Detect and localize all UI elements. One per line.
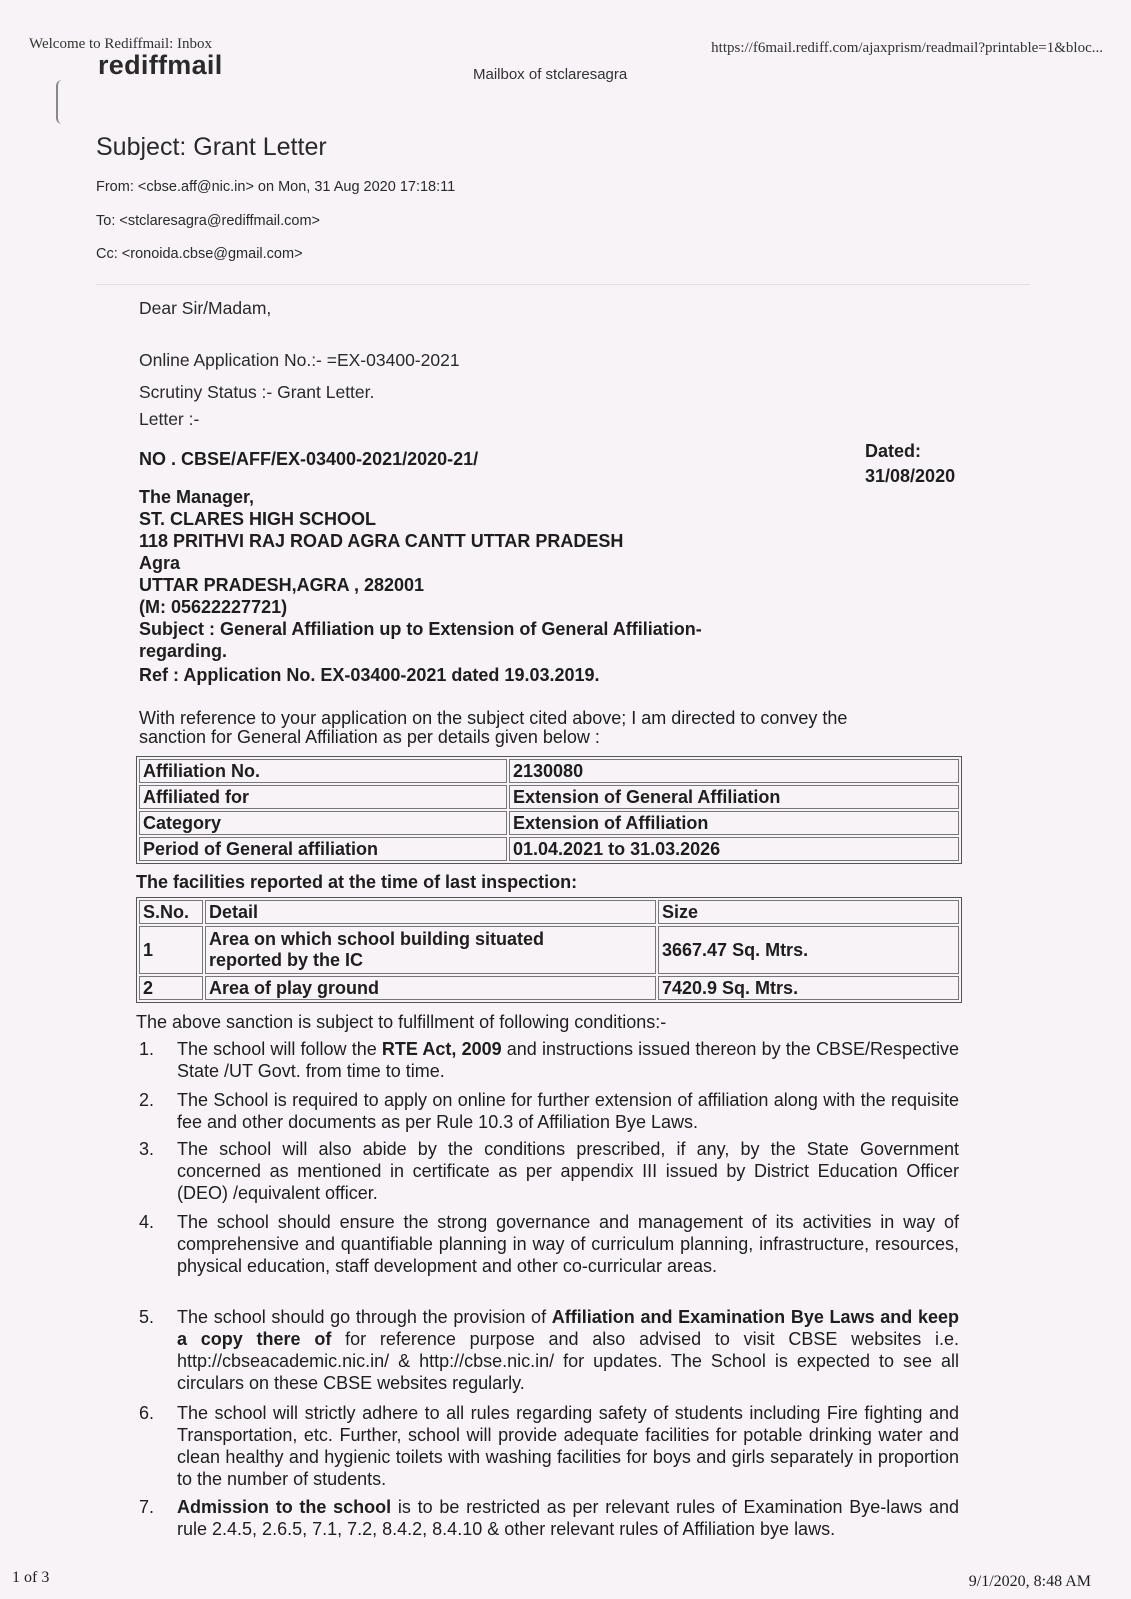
letter-subject-line: Subject : General Affiliation up to Extension of General Affiliation- <box>139 619 702 639</box>
condition-item <box>139 1402 959 1490</box>
application-number: Online Application No.:- =EX-03400-2021 <box>139 350 460 370</box>
email-cc: Cc: <ronoida.cbse@gmail.com> <box>96 246 303 262</box>
detail-line: reported by the IC <box>209 950 364 970</box>
condition-text: for reference purpose and also advised to visit CBSE websites i.e. http://cbseacademic.nic.in/ & http://cbse.nic.in/ for updates. The School is expected to see all circulars on these CBSE websites regularly. <box>177 1329 959 1393</box>
condition-text-bold: RTE Act, 2009 <box>381 1039 502 1059</box>
affiliation-table <box>136 756 962 864</box>
table-header-sno: S.No. <box>139 900 203 924</box>
condition-number: 5. <box>139 1307 155 1327</box>
table-cell-label: Period of General affiliation <box>139 837 507 861</box>
condition-text: The School is required to apply on online for further extension of affiliation along with the requisite fee and other documents as per Rule 10.3 of Affiliation Bye Laws. <box>177 1090 959 1132</box>
condition-text: and instructions issued thereon by the CBSE/Respective State /UT Govt. from time to time. <box>177 1039 960 1081</box>
table-row <box>139 785 959 809</box>
condition-item <box>139 1038 959 1082</box>
condition-text: The school should go through the provision of <box>177 1307 552 1327</box>
condition-text: The school should ensure the strong governance and management of its activities in way of comprehensive and quantifiable planning in way of curriculum planning, infrastructure, resources, physical education, staff development and other co-curricular areas. <box>177 1212 959 1276</box>
table-cell-size: 7420.9 Sq. Mtrs. <box>658 976 959 1000</box>
address-line: The Manager, <box>139 487 255 507</box>
table-cell-sno: 1 <box>139 926 203 974</box>
condition-number: 2. <box>139 1090 155 1110</box>
print-page-title: Welcome to Rediffmail: Inbox <box>29 36 213 52</box>
table-cell-sno: 2 <box>139 976 203 1000</box>
table-cell-label: Category <box>139 811 507 835</box>
print-datetime: 9/1/2020, 8:48 AM <box>968 1573 1091 1590</box>
table-cell-detail <box>205 926 656 974</box>
condition-item <box>139 1211 959 1277</box>
table-cell-label: Affiliated for <box>139 785 507 809</box>
condition-number: 7. <box>139 1497 155 1517</box>
address-line: (M: 05622227721) <box>139 597 288 617</box>
table-cell-label: Affiliation No. <box>139 759 507 783</box>
recipient-address <box>139 486 702 686</box>
dated-label: Dated: <box>865 441 922 461</box>
table-cell-value: 01.04.2021 to 31.03.2026 <box>509 837 959 861</box>
condition-number: 3. <box>139 1139 155 1159</box>
address-line: Agra <box>139 553 181 573</box>
scrutiny-status: Scrutiny Status :- Grant Letter. <box>139 382 375 402</box>
email-to: To: <stclaresagra@rediffmail.com> <box>96 213 320 229</box>
condition-text: The school will follow the <box>177 1039 382 1059</box>
condition-item <box>139 1306 959 1394</box>
intro-line: sanction for General Affiliation as per details given below : <box>139 727 600 747</box>
email-subject: Subject: Grant Letter <box>96 133 327 161</box>
letter-ref-number: NO . CBSE/AFF/EX-03400-2021/2020-21/ <box>139 449 479 469</box>
conditions-intro: The above sanction is subject to fulfillment of following conditions:- <box>136 1012 667 1032</box>
address-line: ST. CLARES HIGH SCHOOL <box>139 509 377 529</box>
table-row <box>139 837 959 861</box>
table-cell-value: Extension of Affiliation <box>509 811 959 835</box>
detail-line: Area on which school building situated <box>209 929 545 949</box>
table-cell-size: 3667.47 Sq. Mtrs. <box>658 926 959 974</box>
table-row <box>139 926 959 974</box>
dated-value: 31/08/2020 <box>865 466 956 486</box>
mailbox-label: Mailbox of stclaresagra <box>473 66 628 83</box>
letter-subject-line: regarding. <box>139 641 228 661</box>
condition-text-bold: Admission to the school <box>177 1497 392 1517</box>
address-line: UTTAR PRADESH,AGRA , 282001 <box>139 575 425 595</box>
condition-text: is to be restricted as per relevant rules of Examination Bye-laws and rule 2.4.5, 2.6.5, 7.1, 7.2, 8.4.2, 8.4.10 & other relevant rules of Affiliation bye laws. <box>177 1497 960 1539</box>
greeting: Dear Sir/Madam, <box>139 298 272 318</box>
facilities-heading: The facilities reported at the time of last inspection: <box>136 872 578 892</box>
address-line: 118 PRITHVI RAJ ROAD AGRA CANTT UTTAR PRADESH <box>139 531 624 551</box>
table-cell-detail: Area of play ground <box>205 976 656 1000</box>
table-row <box>139 976 959 1000</box>
facilities-table <box>136 897 962 1003</box>
intro-paragraph <box>139 707 847 748</box>
letter-label: Letter :- <box>139 409 200 429</box>
table-row <box>139 811 959 835</box>
header-divider <box>96 284 1030 285</box>
condition-text: The school will also abide by the conditions prescribed, if any, by the State Government concerned as mentioned in certificate as per appendix III issued by District Education Officer (DEO) /equivalent officer. <box>177 1139 959 1203</box>
table-row <box>139 900 959 924</box>
rediffmail-logo: rediffmail <box>98 50 223 80</box>
pen-mark <box>56 80 64 124</box>
condition-item <box>139 1496 959 1540</box>
letter-ref-line: Ref : Application No. EX-03400-2021 dated 19.03.2019. <box>139 665 600 685</box>
email-from: From: <cbse.aff@nic.in> on Mon, 31 Aug 2020 17:18:11 <box>96 179 456 195</box>
condition-item <box>139 1089 959 1133</box>
table-cell-value: Extension of General Affiliation <box>509 785 959 809</box>
table-header-size: Size <box>658 900 959 924</box>
condition-text: The school will strictly adhere to all rules regarding safety of students including Fire fighting and Transportation, etc. Further, school will provide adequate facilities for potable drinking water and clean healthy and hygienic toilets with washing facilities for boys and girls separately in proportion to the number of students. <box>177 1403 959 1489</box>
condition-number: 6. <box>139 1403 155 1423</box>
table-header-detail: Detail <box>205 900 656 924</box>
print-page-url: https://f6mail.rediff.com/ajaxprism/readmail?printable=1&bloc... <box>711 40 1103 56</box>
condition-number: 4. <box>139 1212 155 1232</box>
condition-text-bold: Affiliation and Examination Bye Laws and keep a copy there of <box>177 1307 959 1349</box>
condition-number: 1. <box>139 1039 155 1059</box>
table-cell-value: 2130080 <box>509 759 959 783</box>
table-row <box>139 759 959 783</box>
intro-line: With reference to your application on the subject cited above; I am directed to convey the <box>139 708 848 728</box>
page-number: 1 of 3 <box>12 1569 50 1586</box>
condition-item <box>139 1138 959 1204</box>
